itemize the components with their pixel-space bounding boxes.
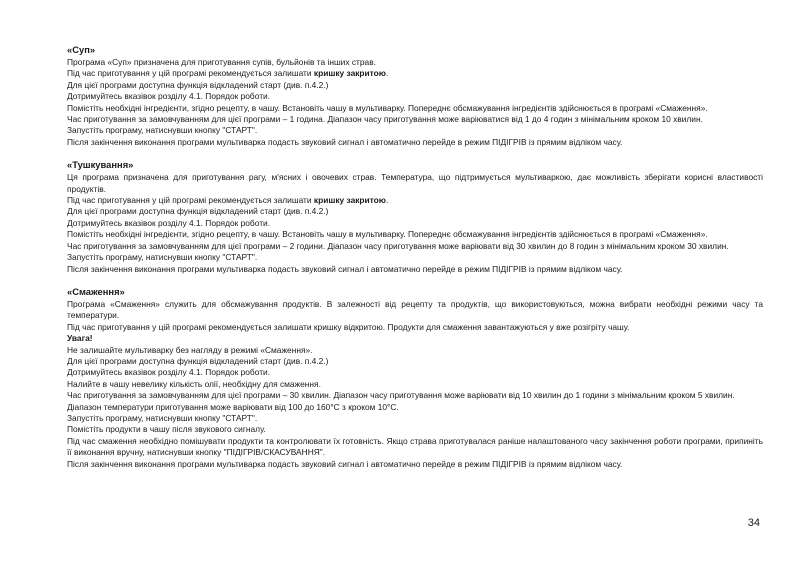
paragraph-line: Дотримуйтесь вказівок розділу 4.1. Порядок роботи. <box>67 217 271 228</box>
paragraph-line: Налийте в чашу невелику кількість олії, необхідну для смаження. <box>67 378 321 389</box>
paragraph-line: Під час приготування у цій програмі рекомендується залишати кришку відкритою. Продукти для смаження завантажуються у вже розігріту чашу. <box>67 321 630 332</box>
paragraph-line: Після закінчення виконання програми мультиварка подасть звуковий сигнал і автоматично перейде в режим ПІДІГРІВ із прямим відліком часу. <box>67 458 623 469</box>
text-span: Під час приготування у цій програмі рекомендується залишати <box>67 195 314 206</box>
text-span: . <box>385 195 389 206</box>
paragraph-line: Дотримуйтесь вказівок розділу 4.1. Порядок роботи. <box>67 367 271 378</box>
section <box>67 286 763 470</box>
paragraph-line: Час приготування за замовчуванням для цієї програми – 30 хвилин. Діапазон часу приготування може варіювати від 10 хвилин до 1 години з мінімальним кроком 5 хвилин. <box>67 390 735 401</box>
paragraph-line: Для цієї програми доступна функція відкладений старт (див. п.4.2.) <box>67 355 329 366</box>
paragraph-line: Запустіть програму, натиснувши кнопку "СТАРТ". <box>67 412 258 423</box>
section-title: «Тушкування» <box>67 159 134 171</box>
paragraph-line: Для цієї програми доступна функція відкладений старт (див. п.4.2.) <box>67 206 329 217</box>
paragraph-line: Програма «Смаження» служить для обсмажування продуктів. В залежності від рецепту та продуктів, що використовуються, можна вибрати необхідні режими часу та температури. <box>67 298 763 321</box>
emphasis-text: кришку закритою <box>313 68 386 79</box>
paragraph-line: Для цієї програми доступна функція відкладений старт (див. п.4.2.) <box>67 79 329 90</box>
section <box>67 44 763 148</box>
paragraph-line: Не залишайте мультиварку без нагляду в режимі «Смаження». <box>67 344 313 355</box>
section-title: «Смаження» <box>67 285 125 297</box>
paragraph-line: Після закінчення виконання програми мультиварка подасть звуковий сигнал і автоматично перейде в режим ПІДІГРІВ із прямим відліком часу. <box>67 136 623 147</box>
paragraph-line: Програма «Суп» призначена для приготування супів, бульйонів та інших страв. <box>67 57 376 67</box>
paragraph-line: Під час смаження необхідно помішувати продукти та контролювати їх готовність. Якщо страва приготувалася раніше налаштованого часу закінчення роботи програми, припиніть її виконання вручну, натиснувши кнопку "ПІДІГРІВ/СКАСУВАННЯ". <box>67 435 763 458</box>
section <box>67 159 763 275</box>
paragraph-line: Запустіть програму, натиснувши кнопку "СТАРТ". <box>67 252 258 263</box>
warning-label: Увага! <box>67 333 93 344</box>
paragraph-line: Після закінчення виконання програми мультиварка подасть звуковий сигнал і автоматично перейде в режим ПІДІГРІВ із прямим відліком часу. <box>67 263 623 274</box>
paragraph-line: Час приготування за замовчуванням для цієї програми – 1 година. Діапазон часу приготування може варіюватися від 1 до 4 годин з мінімальним кроком 10 хвилин. <box>67 114 703 125</box>
document-body <box>67 44 763 481</box>
text-span: Під час приготування у цій програмі рекомендується залишати <box>67 68 314 79</box>
paragraph-line: Ця програма призначена для приготування рагу, м'ясних і овочевих страв. Температура, що підтримується мультиваркою, дає можливість зберігати корисні властивості продуктів. <box>67 172 763 194</box>
paragraph-line: Діапазон температури приготування може варіювати від 100 до 160°С з кроком 10°С. <box>67 401 399 412</box>
page-number: 34 <box>747 517 760 529</box>
paragraph-line: Дотримуйтесь вказівок розділу 4.1. Порядок роботи. <box>67 91 271 102</box>
paragraph-line: Помістіть необхідні інгредієнти, згідно рецепту, в чашу. Встановіть чашу в мультиварку. Попереднє обсмажування інгредієнтів здійснюється в програмі «Смаження». <box>67 229 708 240</box>
paragraph-line: Помістіть необхідні інгредієнти, згідно рецепту, в чашу. Встановіть чашу в мультиварку. Попереднє обсмажування інгредієнтів здійснюється в програмі «Смаження». <box>67 102 708 113</box>
section-title: «Суп» <box>67 44 96 55</box>
paragraph-line: Помістіть продукти в чашу після звукового сигналу. <box>67 424 266 435</box>
paragraph-line: Час приготування за замовчуванням для цієї програми – 2 години. Діапазон часу приготування може варіювати від 30 хвилин до 8 годин з мінімальним кроком 30 хвилин. <box>67 240 729 251</box>
emphasis-text: кришку закритою <box>313 195 386 206</box>
paragraph-line <box>67 68 763 79</box>
text-span: . <box>385 68 389 79</box>
paragraph-line <box>67 195 763 206</box>
paragraph-line: Запустіть програму, натиснувши кнопку "СТАРТ". <box>67 125 258 136</box>
